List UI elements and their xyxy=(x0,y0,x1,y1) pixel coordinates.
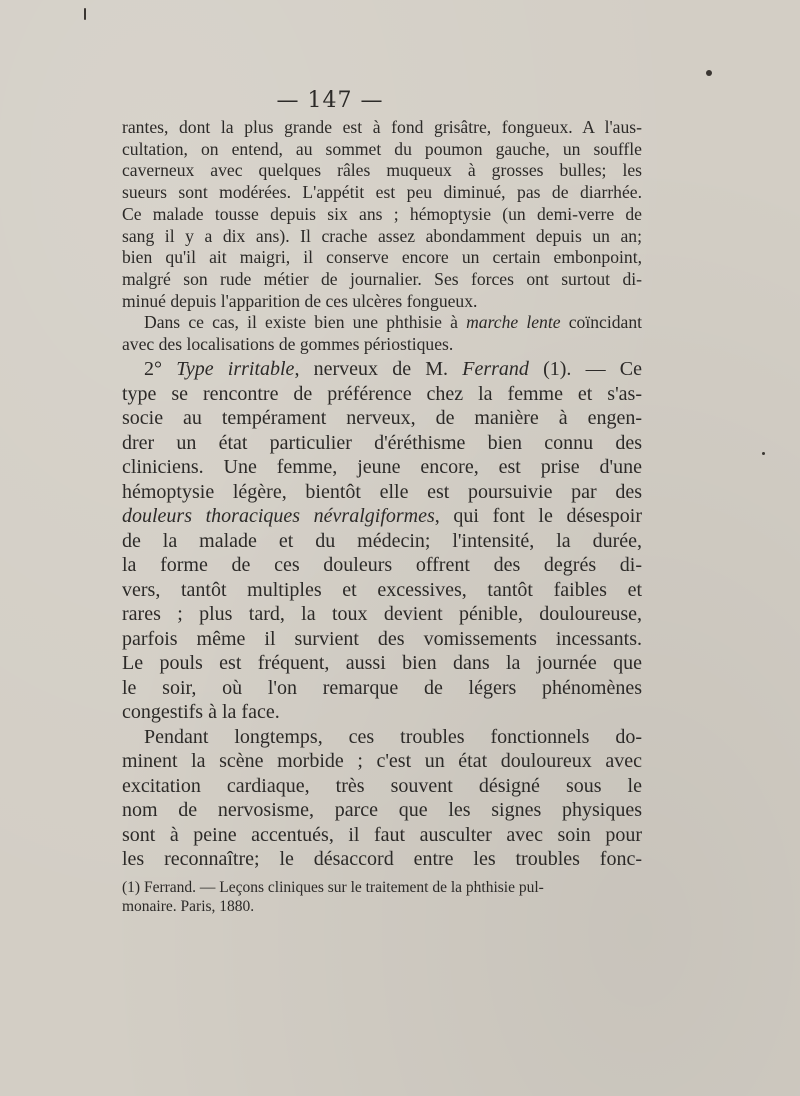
paragraph-irritable-type xyxy=(122,357,642,872)
text-line: minué depuis l'apparition de ces ulcères fongueux. xyxy=(122,290,478,311)
text-fragment: coïncidant xyxy=(560,312,642,333)
ink-speck xyxy=(84,8,86,20)
footnote-ref: (1). — Ce xyxy=(528,358,643,380)
footnote-line: (1) Ferrand. — Leçons cliniques sur le traitement de la phthisie pul- xyxy=(122,879,544,896)
text-line: Ce malade tousse depuis six ans ; hémoptysie (un demi-verre de xyxy=(122,203,642,224)
text-fragment: , qui font le désespoir xyxy=(434,505,643,527)
text-line: socie au tempérament nerveux, de manière à engen- xyxy=(122,407,642,429)
text-fragment: Dans ce cas, il existe bien une phthisie à xyxy=(144,312,467,333)
italic-name: Ferrand xyxy=(462,358,529,380)
text-line: avec des localisations de gommes périostiques. xyxy=(122,334,454,355)
text-line: bien qu'il ait maigri, il conserve encore un certain embonpoint, xyxy=(122,247,642,268)
text-line xyxy=(122,504,642,529)
text-line: type se rencontre de préférence chez la femme et s'as- xyxy=(122,382,642,405)
text-fragment: , nerveux de M. xyxy=(294,358,463,380)
text-line: drer un état particulier d'éréthisme bien connu des xyxy=(122,431,642,454)
italic-term: Type irritable xyxy=(176,358,295,380)
text-line: la forme de ces douleurs offrent des degrés di- xyxy=(122,554,642,576)
text-line: les reconnaître; le désaccord entre les troubles fonc- xyxy=(122,848,642,870)
text-line: caverneux avec quelques râles muqueux à grosses bulles; les xyxy=(122,160,642,181)
page-number: — 147 — xyxy=(276,88,384,113)
text-line: cliniciens. Une femme, jeune encore, est prise d'une xyxy=(122,456,642,478)
footnote xyxy=(122,878,642,916)
text-line: Pendant longtemps, ces troubles fonctionnels do- xyxy=(144,725,642,748)
text-line: malgré son rude métier de journalier. Ses forces ont surtout di- xyxy=(122,268,642,289)
text-line: minent la scène morbide ; c'est un état douloureux avec xyxy=(122,750,642,772)
text-line: sueurs sont modérées. L'appétit est peu diminué, pas de diarrhée. xyxy=(122,182,642,203)
text-line: excitation cardiaque, très souvent désigné sous le xyxy=(122,774,642,797)
ink-speck xyxy=(762,452,765,455)
text-line: parfois même il survient des vomissements incessants. xyxy=(122,627,642,650)
text-line: cultation, on entend, au sommet du poumon gauche, un souffle xyxy=(122,138,642,159)
text-line: hémoptysie légère, bientôt elle est poursuivie par des xyxy=(122,480,642,503)
footnote-line: monaire. Paris, 1880. xyxy=(122,898,255,915)
text-line: vers, tantôt multiples et excessives, tantôt faibles et xyxy=(122,578,642,601)
ink-speck xyxy=(706,70,712,76)
paragraph-case-description xyxy=(122,117,642,356)
italic-term: marche lente xyxy=(466,312,561,333)
text-line xyxy=(122,357,642,382)
text-line: nom de nervosisme, parce que les signes physiques xyxy=(122,799,642,821)
text-line: rantes, dont la plus grande est à fond grisâtre, fongueux. A l'aus- xyxy=(122,117,642,137)
text-line: rares ; plus tard, la toux devient pénible, douloureuse, xyxy=(122,603,642,625)
text-line xyxy=(122,312,642,334)
text-line: sang il y a dix ans). Il crache assez abondamment depuis un an; xyxy=(122,225,642,246)
text-line: de la malade et du médecin; l'intensité, la durée, xyxy=(122,529,642,552)
text-fragment: 2° xyxy=(144,358,177,380)
text-line: le soir, où l'on remarque de légers phénomènes xyxy=(122,676,642,699)
text-line: sont à peine accentués, il faut ausculter avec soin pour xyxy=(122,823,642,846)
text-line: Le pouls est fréquent, aussi bien dans la journée que xyxy=(122,652,642,674)
italic-term: douleurs thoraciques névralgiformes xyxy=(122,505,435,527)
text-line: congestifs à la face. xyxy=(122,701,280,723)
